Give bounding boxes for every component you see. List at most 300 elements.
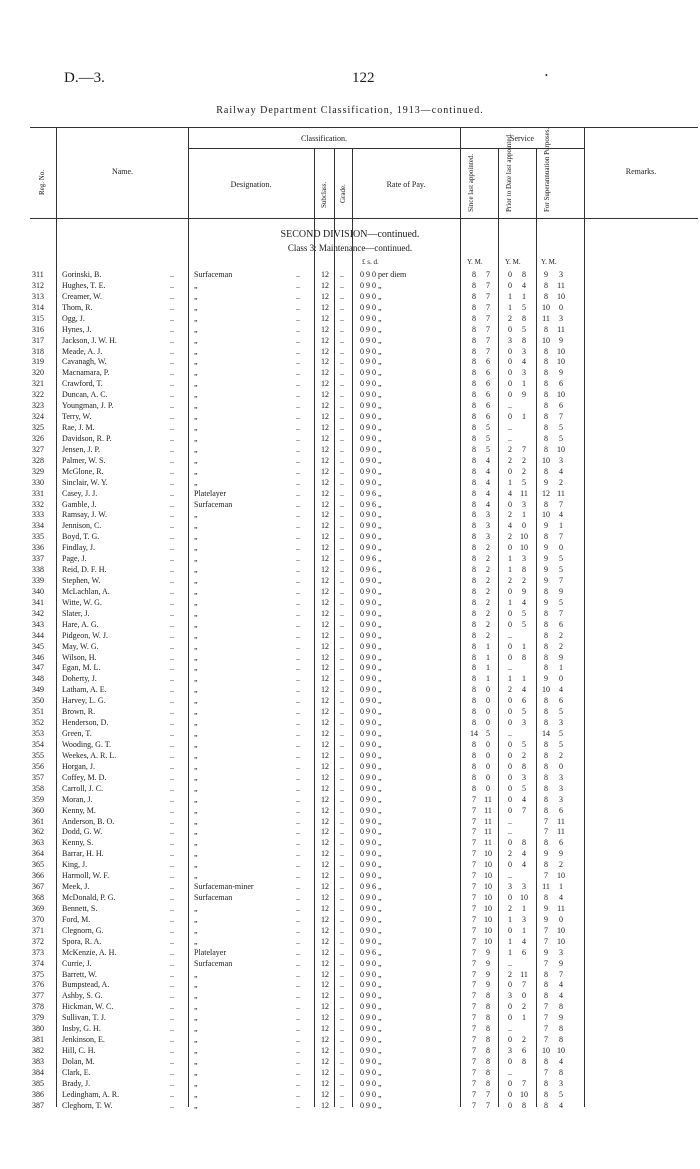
page-identifier: D.—3. xyxy=(64,70,105,86)
since-last-years: 7 xyxy=(472,991,476,1001)
name-cell: Jennison, C. xyxy=(62,521,102,531)
designation-cell: „ xyxy=(194,827,198,837)
leader-dots: .. xyxy=(170,412,174,422)
subclass-cell: 12 xyxy=(321,532,329,542)
reg-no-cell: 378 xyxy=(32,1002,44,1012)
grade-cell: .. xyxy=(340,772,344,782)
super-months: 9 xyxy=(559,586,563,596)
table-row xyxy=(0,707,700,716)
reg-no-cell: 341 xyxy=(32,597,44,607)
rate-cell: 0 9 0 „ xyxy=(360,379,382,389)
leader-dots: .. xyxy=(296,455,300,465)
leader-dots: .. xyxy=(170,521,174,531)
leader-dots: .. xyxy=(296,270,300,279)
prior-years: 0 xyxy=(508,608,512,618)
table-row xyxy=(0,653,700,662)
table-row xyxy=(0,620,700,629)
grade-cell: .. xyxy=(340,455,344,465)
super-months: 3 xyxy=(559,455,563,465)
since-last-months: 3 xyxy=(486,521,490,531)
subclass-cell: 12 xyxy=(321,685,329,695)
since-last-months: 7 xyxy=(486,346,490,356)
leader-dots: .. xyxy=(170,805,174,815)
grade-cell: .. xyxy=(340,554,344,564)
rate-cell: 0 9 0 „ xyxy=(360,1089,382,1099)
leader-dots: .. xyxy=(296,860,300,870)
reg-no-cell: 313 xyxy=(32,291,44,301)
leader-dots: .. xyxy=(170,291,174,301)
leader-dots: .. xyxy=(296,565,300,575)
table-row xyxy=(0,1013,700,1022)
super-years: 8 xyxy=(544,444,548,454)
prior-months: 4 xyxy=(522,936,526,946)
rate-cell: 0 9 0 „ xyxy=(360,521,382,531)
leader-dots: .. xyxy=(296,554,300,564)
rate-cell: 0 9 0 „ xyxy=(360,925,382,935)
super-years: 9 xyxy=(544,576,548,586)
subclass-cell: 12 xyxy=(321,914,329,924)
super-years: 8 xyxy=(544,1078,548,1088)
grade-cell: .. xyxy=(340,1056,344,1066)
leader-dots: .. xyxy=(296,969,300,979)
table-row xyxy=(0,467,700,476)
subclass-cell: 12 xyxy=(321,324,329,334)
rate-cell: 0 9 0 „ xyxy=(360,433,382,443)
table-row xyxy=(0,893,700,902)
since-last-months: 3 xyxy=(486,532,490,542)
prior-years: .. xyxy=(508,1067,512,1077)
super-months: 3 xyxy=(559,313,563,323)
rate-cell: 0 9 0 „ xyxy=(360,805,382,815)
prior-months: 5 xyxy=(522,707,526,717)
leader-dots: .. xyxy=(296,379,300,389)
super-months: 6 xyxy=(559,805,563,815)
leader-dots: .. xyxy=(170,510,174,520)
since-last-years: 7 xyxy=(472,871,476,881)
leader-dots: .. xyxy=(296,783,300,793)
reg-no-cell: 351 xyxy=(32,707,44,717)
super-years: 7 xyxy=(544,816,548,826)
super-years: 10 xyxy=(542,302,550,312)
grade-cell: .. xyxy=(340,401,344,411)
super-years: 8 xyxy=(544,652,548,662)
since-last-years: 7 xyxy=(472,1100,476,1110)
super-years: 8 xyxy=(544,794,548,804)
since-last-months: 0 xyxy=(486,707,490,717)
grade-cell: .. xyxy=(340,291,344,301)
super-years: 8 xyxy=(544,991,548,1001)
prior-months: 8 xyxy=(522,565,526,575)
super-months: 2 xyxy=(559,630,563,640)
leader-dots: .. xyxy=(170,969,174,979)
rate-cell: 0 9 0 „ xyxy=(360,1067,382,1077)
prior-months: 4 xyxy=(522,280,526,290)
prior-months: 3 xyxy=(522,772,526,782)
super-years: 9 xyxy=(544,903,548,913)
prior-months: 0 xyxy=(522,521,526,531)
table-row xyxy=(0,991,700,1000)
reg-no-cell: 371 xyxy=(32,925,44,935)
service-units-prior: Y. M. xyxy=(505,258,521,266)
grade-cell: .. xyxy=(340,827,344,837)
page-number: 122 xyxy=(352,70,375,86)
name-cell: Dolan, M. xyxy=(62,1056,95,1066)
since-last-years: 8 xyxy=(472,597,476,607)
prior-years: 0 xyxy=(508,499,512,509)
rate-cell: 0 9 0 „ xyxy=(360,597,382,607)
rate-cell: 0 9 0 „ xyxy=(360,838,382,848)
subclass-cell: 12 xyxy=(321,597,329,607)
prior-months: 3 xyxy=(522,346,526,356)
table-row xyxy=(0,357,700,366)
since-last-months: 0 xyxy=(486,761,490,771)
reg-no-cell: 381 xyxy=(32,1035,44,1045)
name-cell: Creamer, W. xyxy=(62,291,102,301)
reg-no-cell: 345 xyxy=(32,641,44,651)
prior-years: 0 xyxy=(508,270,512,279)
prior-years: 2 xyxy=(508,576,512,586)
since-last-years: 7 xyxy=(472,827,476,837)
leader-dots: .. xyxy=(296,510,300,520)
name-cell: Casey, J. J. xyxy=(62,488,98,498)
table-row xyxy=(0,390,700,399)
leader-dots: .. xyxy=(296,1089,300,1099)
subclass-cell: 12 xyxy=(321,554,329,564)
super-months: 3 xyxy=(559,794,563,804)
subclass-cell: 12 xyxy=(321,641,329,651)
super-months: 6 xyxy=(559,379,563,389)
prior-years: .. xyxy=(508,401,512,411)
super-years: 9 xyxy=(544,543,548,553)
name-cell: Youngman, J. P. xyxy=(62,401,114,411)
name-cell: Doherty, J. xyxy=(62,674,97,684)
name-cell: Hughes, T. E. xyxy=(62,280,106,290)
super-years: 9 xyxy=(544,565,548,575)
leader-dots: .. xyxy=(296,630,300,640)
super-years: 8 xyxy=(544,739,548,749)
prior-months: 3 xyxy=(522,368,526,378)
prior-years: 0 xyxy=(508,324,512,334)
designation-cell: „ xyxy=(194,914,198,924)
subclass-cell: 12 xyxy=(321,794,329,804)
prior-years: 2 xyxy=(508,444,512,454)
leader-dots: .. xyxy=(296,1046,300,1056)
since-last-years: 7 xyxy=(472,1056,476,1066)
name-cell: Egan, M. L. xyxy=(62,663,101,673)
since-last-years: 8 xyxy=(472,521,476,531)
reg-no-header: Reg. No. xyxy=(38,169,46,195)
since-last-months: 0 xyxy=(486,783,490,793)
super-years: 9 xyxy=(544,597,548,607)
prior-months: 5 xyxy=(522,608,526,618)
leader-dots: .. xyxy=(170,390,174,400)
designation-cell: „ xyxy=(194,619,198,629)
since-last-years: 8 xyxy=(472,466,476,476)
super-months: 2 xyxy=(559,641,563,651)
designation-cell: „ xyxy=(194,390,198,400)
name-cell: Hickman, W. C. xyxy=(62,1002,114,1012)
rate-cell: 0 9 0 „ xyxy=(360,750,382,760)
since-last-years: 8 xyxy=(472,663,476,673)
leader-dots: .. xyxy=(296,586,300,596)
leader-dots: .. xyxy=(296,772,300,782)
leader-dots: .. xyxy=(170,313,174,323)
designation-cell: „ xyxy=(194,576,198,586)
table-row xyxy=(0,565,700,574)
since-last-years: 7 xyxy=(472,893,476,902)
super-years: 8 xyxy=(544,291,548,301)
leader-dots: .. xyxy=(170,1002,174,1012)
table-row xyxy=(0,401,700,410)
super-months: 11 xyxy=(557,280,565,290)
super-months: 4 xyxy=(559,1100,563,1110)
prior-years: 2 xyxy=(508,849,512,859)
super-months: 9 xyxy=(559,1013,563,1023)
designation-cell: „ xyxy=(194,608,198,618)
since-last-years: 8 xyxy=(472,433,476,443)
table-row xyxy=(0,1057,700,1066)
grade-cell: .. xyxy=(340,357,344,367)
leader-dots: .. xyxy=(170,302,174,312)
grade-cell: .. xyxy=(340,280,344,290)
leader-dots: .. xyxy=(296,739,300,749)
grade-cell: .. xyxy=(340,379,344,389)
prior-months: 8 xyxy=(522,652,526,662)
leader-dots: .. xyxy=(296,663,300,673)
super-years: 11 xyxy=(542,882,550,892)
table-row xyxy=(0,423,700,432)
rate-cell: 0 9 0 „ xyxy=(360,1056,382,1066)
prior-years: 0 xyxy=(508,390,512,400)
leader-dots: .. xyxy=(170,608,174,618)
grade-cell: .. xyxy=(340,1002,344,1012)
leader-dots: .. xyxy=(170,958,174,968)
service-header: Service xyxy=(510,134,534,143)
subclass-cell: 12 xyxy=(321,270,329,279)
reg-no-cell: 366 xyxy=(32,871,44,881)
grade-cell: .. xyxy=(340,390,344,400)
designation-cell: „ xyxy=(194,838,198,848)
since-last-years: 8 xyxy=(472,750,476,760)
since-last-months: 0 xyxy=(486,685,490,695)
designation-cell: Surfaceman-miner xyxy=(194,882,254,892)
designation-cell: „ xyxy=(194,652,198,662)
designation-cell: „ xyxy=(194,444,198,454)
super-months: 0 xyxy=(559,543,563,553)
leader-dots: .. xyxy=(296,1056,300,1066)
since-last-months: 11 xyxy=(484,805,492,815)
leader-dots: .. xyxy=(296,280,300,290)
since-last-months: 9 xyxy=(486,947,490,957)
super-years: 8 xyxy=(544,608,548,618)
since-last-years: 7 xyxy=(472,882,476,892)
super-months: 5 xyxy=(559,565,563,575)
reg-no-cell: 335 xyxy=(32,532,44,542)
name-cell: Horgan, J. xyxy=(62,761,95,771)
leader-dots: .. xyxy=(296,521,300,531)
subclass-cell: 12 xyxy=(321,280,329,290)
prior-years: 3 xyxy=(508,991,512,1001)
table-row xyxy=(0,434,700,443)
since-last-months: 10 xyxy=(484,914,492,924)
rate-cell: 0 9 6 „ xyxy=(360,565,382,575)
since-last-years: 8 xyxy=(472,488,476,498)
rate-cell: 0 9 0 „ xyxy=(360,685,382,695)
rate-cell: 0 9 6 „ xyxy=(360,488,382,498)
name-cell: Green, T. xyxy=(62,729,92,739)
table-row xyxy=(0,412,700,421)
table-row xyxy=(0,773,700,782)
name-cell: Davidson, R. P. xyxy=(62,433,112,443)
reg-no-cell: 312 xyxy=(32,280,44,290)
prior-years: 1 xyxy=(508,914,512,924)
leader-dots: .. xyxy=(170,1035,174,1045)
grade-cell: .. xyxy=(340,1100,344,1110)
designation-cell: „ xyxy=(194,991,198,1001)
prior-months: 5 xyxy=(522,619,526,629)
leader-dots: .. xyxy=(296,750,300,760)
leader-dots: .. xyxy=(170,466,174,476)
prior-months: 5 xyxy=(522,477,526,487)
grade-header: Grade. xyxy=(339,184,347,203)
super-months: 5 xyxy=(559,739,563,749)
designation-cell: „ xyxy=(194,368,198,378)
prior-months: 3 xyxy=(522,718,526,728)
name-cell: Macnamara, P. xyxy=(62,368,110,378)
since-last-years: 8 xyxy=(472,455,476,465)
table-row xyxy=(0,948,700,957)
leader-dots: .. xyxy=(170,401,174,411)
rate-cell: 0 9 0 „ xyxy=(360,991,382,1001)
name-cell: Clark, E. xyxy=(62,1067,91,1077)
super-years: 8 xyxy=(544,761,548,771)
since-last-years: 8 xyxy=(472,630,476,640)
reg-no-cell: 367 xyxy=(32,882,44,892)
designation-cell: „ xyxy=(194,1013,198,1023)
prior-years: 2 xyxy=(508,313,512,323)
leader-dots: .. xyxy=(170,488,174,498)
name-cell: McLachlan, A. xyxy=(62,586,110,596)
super-years: 8 xyxy=(544,805,548,815)
leader-dots: .. xyxy=(296,477,300,487)
rate-cell: 0 9 0 „ xyxy=(360,510,382,520)
grade-cell: .. xyxy=(340,1035,344,1045)
since-last-years: 8 xyxy=(472,674,476,684)
grade-cell: .. xyxy=(340,1089,344,1099)
reg-no-cell: 315 xyxy=(32,313,44,323)
name-cell: Thom, R. xyxy=(62,302,93,312)
reg-no-cell: 375 xyxy=(32,969,44,979)
rate-cell: 0 9 0 „ xyxy=(360,280,382,290)
since-last-months: 0 xyxy=(486,772,490,782)
rate-of-pay-header: Rate of Pay. xyxy=(386,180,426,189)
grade-cell: .. xyxy=(340,543,344,553)
reg-no-cell: 372 xyxy=(32,936,44,946)
rate-cell: 0 9 0 „ xyxy=(360,346,382,356)
grade-cell: .. xyxy=(340,368,344,378)
prior-months: 8 xyxy=(522,335,526,345)
since-last-months: 8 xyxy=(486,991,490,1001)
name-cell: Ogg, J. xyxy=(62,313,85,323)
prior-years: 0 xyxy=(508,1013,512,1023)
grade-cell: .. xyxy=(340,335,344,345)
since-last-years: 7 xyxy=(472,1013,476,1023)
leader-dots: .. xyxy=(296,849,300,859)
super-months: 5 xyxy=(559,597,563,607)
rate-cell: 0 9 0 „ xyxy=(360,444,382,454)
leader-dots: .. xyxy=(296,641,300,651)
name-cell: Carroll, J. C. xyxy=(62,783,104,793)
rate-cell: 0 9 0 „ xyxy=(360,313,382,323)
subclass-cell: 12 xyxy=(321,674,329,684)
prior-months: 2 xyxy=(522,455,526,465)
subclass-cell: 12 xyxy=(321,882,329,892)
classification-rule xyxy=(188,148,460,149)
prior-years: 2 xyxy=(508,532,512,542)
subclass-cell: 12 xyxy=(321,291,329,301)
name-cell: Clegnorn, G. xyxy=(62,925,104,935)
prior-years: 2 xyxy=(508,455,512,465)
subclass-cell: 12 xyxy=(321,510,329,520)
prior-months: 10 xyxy=(520,532,528,542)
super-years: 10 xyxy=(542,510,550,520)
table-row xyxy=(0,554,700,563)
super-years: 8 xyxy=(544,1089,548,1099)
super-months: 10 xyxy=(557,936,565,946)
leader-dots: .. xyxy=(296,390,300,400)
prior-years: 4 xyxy=(508,488,512,498)
prior-years: 3 xyxy=(508,1046,512,1056)
leader-dots: .. xyxy=(296,368,300,378)
since-last-months: 1 xyxy=(486,641,490,651)
leader-dots: .. xyxy=(296,597,300,607)
leader-dots: .. xyxy=(170,357,174,367)
prior-years: 0 xyxy=(508,357,512,367)
table-row xyxy=(0,368,700,377)
name-cell: Reid, D. F. H. xyxy=(62,565,107,575)
super-years: 8 xyxy=(544,860,548,870)
since-last-months: 8 xyxy=(486,1046,490,1056)
leader-dots: .. xyxy=(296,1035,300,1045)
reg-no-cell: 380 xyxy=(32,1024,44,1034)
designation-cell: „ xyxy=(194,357,198,367)
grade-cell: .. xyxy=(340,1024,344,1034)
table-row xyxy=(0,806,700,815)
super-months: 3 xyxy=(559,947,563,957)
rate-cell: 0 9 0 „ xyxy=(360,302,382,312)
super-years: 8 xyxy=(544,783,548,793)
prior-years: .. xyxy=(508,827,512,837)
name-cell: Jackson, J. W. H. xyxy=(62,335,117,345)
designation-cell: „ xyxy=(194,718,198,728)
reg-no-cell: 327 xyxy=(32,444,44,454)
leader-dots: .. xyxy=(170,980,174,990)
table-row xyxy=(0,915,700,924)
subclass-cell: 12 xyxy=(321,1035,329,1045)
super-years: 8 xyxy=(544,466,548,476)
rate-cell: 0 9 0 „ xyxy=(360,335,382,345)
since-last-years: 7 xyxy=(472,1002,476,1012)
leader-dots: .. xyxy=(170,947,174,957)
name-cell: Ramsay, J. W. xyxy=(62,510,108,520)
leader-dots: .. xyxy=(170,860,174,870)
prior-months: 1 xyxy=(522,510,526,520)
grade-cell: .. xyxy=(340,685,344,695)
designation-cell: „ xyxy=(194,674,198,684)
super-months: 2 xyxy=(559,477,563,487)
since-last-months: 8 xyxy=(486,1056,490,1066)
leader-dots: .. xyxy=(170,1046,174,1056)
